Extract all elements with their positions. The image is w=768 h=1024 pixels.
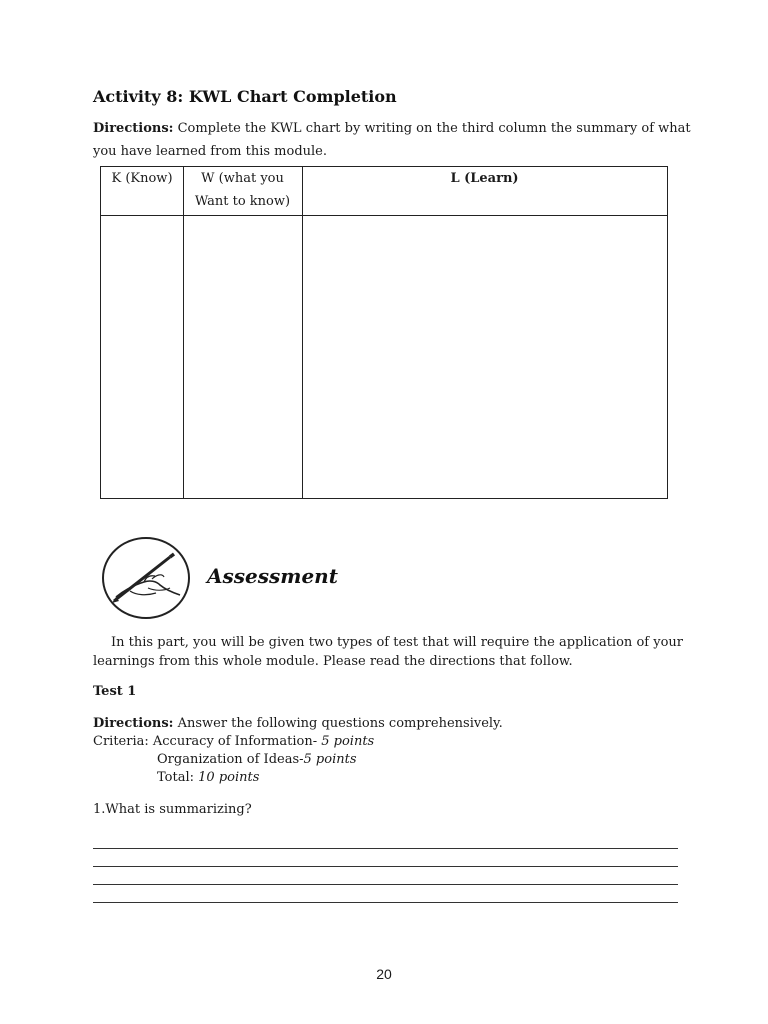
- answer-line[interactable]: [93, 884, 678, 885]
- criteria-label: Criteria: Accuracy of Information-: [93, 734, 322, 749]
- criteria-line: [157, 769, 259, 787]
- kwl-header-learn: L (Learn): [450, 171, 519, 186]
- kwl-header-know: K (Know): [111, 171, 173, 186]
- criteria-points: 10 points: [198, 770, 260, 785]
- kwl-cell-learn[interactable]: [303, 216, 667, 498]
- answer-line[interactable]: [93, 902, 678, 903]
- answer-line[interactable]: [93, 866, 678, 867]
- criteria-line: [93, 733, 374, 751]
- activity-title: Activity 8: KWL Chart Completion: [93, 87, 397, 106]
- assessment-intro: In this part, you will be given two types of test that will require the application of your learnings from this whole module. Please read the directions that follow.: [93, 635, 683, 669]
- test-directions-text: Answer the following questions comprehensively.: [173, 716, 503, 731]
- page-number: 20: [376, 966, 392, 982]
- directions-text: Complete the KWL chart by writing on the third column the summary of what you have learned from this module.: [93, 121, 691, 159]
- kwl-header-want: [183, 167, 302, 213]
- kwl-chart-table: [100, 166, 668, 499]
- criteria-line: [157, 751, 357, 769]
- answer-line[interactable]: [93, 848, 678, 849]
- kwl-header-want-line1: W (what you: [201, 171, 284, 186]
- hand-writing-pencil-icon: [100, 535, 192, 621]
- assessment-title: Assessment: [207, 564, 338, 588]
- test-directions: [93, 715, 503, 733]
- kwl-header-want-line2: Want to know): [194, 194, 291, 209]
- criteria-label: Total:: [157, 770, 199, 785]
- test-title: Test 1: [93, 684, 137, 699]
- test-directions-label: Directions:: [93, 716, 174, 731]
- criteria-label: Organization of Ideas-: [157, 752, 304, 767]
- question-1: 1.What is summarizing?: [93, 802, 252, 817]
- criteria-points: 5 points: [321, 734, 375, 749]
- activity-directions: [93, 117, 693, 163]
- criteria-points: 5 points: [303, 752, 357, 767]
- kwl-cell-want[interactable]: [184, 216, 302, 498]
- kwl-cell-know[interactable]: [101, 216, 183, 498]
- directions-label: Directions:: [93, 121, 174, 136]
